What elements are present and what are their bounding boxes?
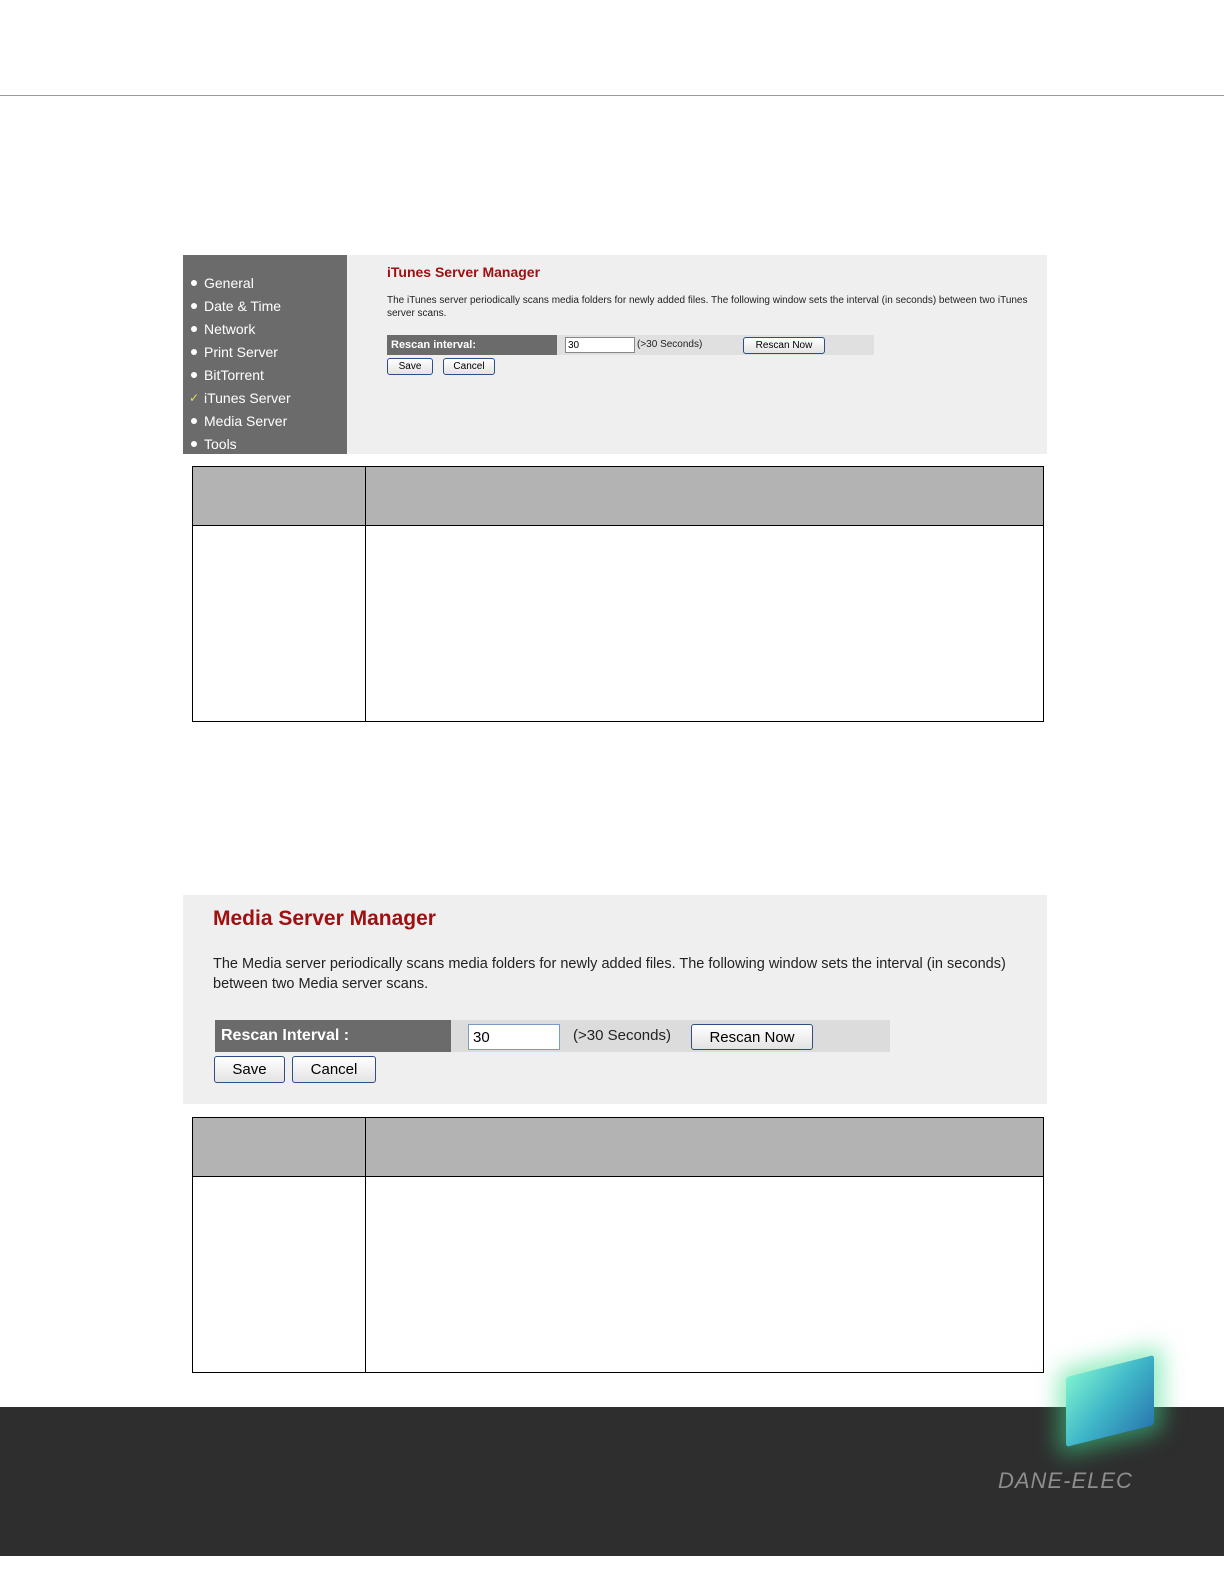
rescan-row	[387, 335, 874, 355]
table-header	[193, 467, 1043, 526]
bullet-icon	[191, 326, 197, 332]
sidebar-item-label: BitTorrent	[204, 367, 264, 383]
rescan-now-button[interactable]: Rescan Now	[743, 337, 825, 354]
settings-sidebar	[183, 255, 347, 454]
header-rule	[0, 95, 1224, 96]
sidebar-item-label: Tools	[204, 436, 237, 452]
column-divider	[365, 1118, 366, 1372]
checkmark-icon: ✓	[189, 391, 200, 405]
sidebar-item-print-server[interactable]	[183, 341, 347, 364]
rescan-label: Rescan Interval :	[215, 1020, 451, 1052]
rescan-interval-input[interactable]	[565, 337, 635, 353]
bullet-icon	[191, 303, 197, 309]
rescan-now-button[interactable]: Rescan Now	[691, 1024, 813, 1050]
save-button[interactable]: Save	[214, 1056, 285, 1083]
rescan-row	[215, 1020, 890, 1052]
page-description: The iTunes server periodically scans media folders for newly added files. The following window sets the interval (in seconds) between two iTunes server scans.	[387, 295, 1028, 319]
sidebar-item-bittorrent[interactable]	[183, 364, 347, 387]
sidebar-item-label: Media Server	[204, 413, 288, 429]
bullet-icon	[191, 441, 197, 447]
media-settings-table	[192, 1117, 1044, 1373]
column-divider	[365, 467, 366, 721]
itunes-screenshot	[183, 255, 1047, 454]
bullet-icon	[191, 372, 197, 378]
sidebar-item-label: iTunes Server	[204, 390, 291, 406]
sidebar-item-media-server[interactable]	[183, 410, 347, 433]
sidebar-item-tools[interactable]	[183, 433, 347, 456]
sidebar-item-label: Print Server	[204, 344, 278, 360]
sidebar-item-label: Date & Time	[204, 298, 282, 314]
page-title: Media Server Manager	[213, 907, 436, 930]
sidebar-item-label: Network	[204, 321, 256, 337]
cancel-button[interactable]: Cancel	[443, 358, 495, 375]
sidebar-item-general[interactable]	[183, 272, 347, 295]
save-button[interactable]: Save	[387, 358, 433, 375]
bullet-icon	[191, 280, 197, 286]
media-server-screenshot	[183, 895, 1047, 1104]
sidebar-item-date-time[interactable]	[183, 295, 347, 318]
rescan-hint: (>30 Seconds)	[637, 339, 703, 350]
itunes-settings-table	[192, 466, 1044, 722]
rescan-hint: (>30 Seconds)	[573, 1027, 671, 1044]
rescan-label: Rescan interval:	[387, 335, 557, 355]
table-header	[193, 1118, 1043, 1177]
cancel-button[interactable]: Cancel	[292, 1056, 376, 1083]
page-title: iTunes Server Manager	[387, 264, 541, 280]
sidebar-item-network[interactable]	[183, 318, 347, 341]
bullet-icon	[191, 349, 197, 355]
bullet-icon	[191, 418, 197, 424]
sidebar-item-label: General	[204, 275, 254, 291]
page-description: The Media server periodically scans media folders for newly added files. The following window sets the interval (in seconds) between two Media server scans.	[213, 956, 1006, 992]
rescan-interval-input[interactable]	[468, 1024, 560, 1050]
sidebar-item-itunes-server[interactable]	[183, 387, 347, 410]
brand-wordmark: DANE-ELEC	[998, 1468, 1133, 1493]
